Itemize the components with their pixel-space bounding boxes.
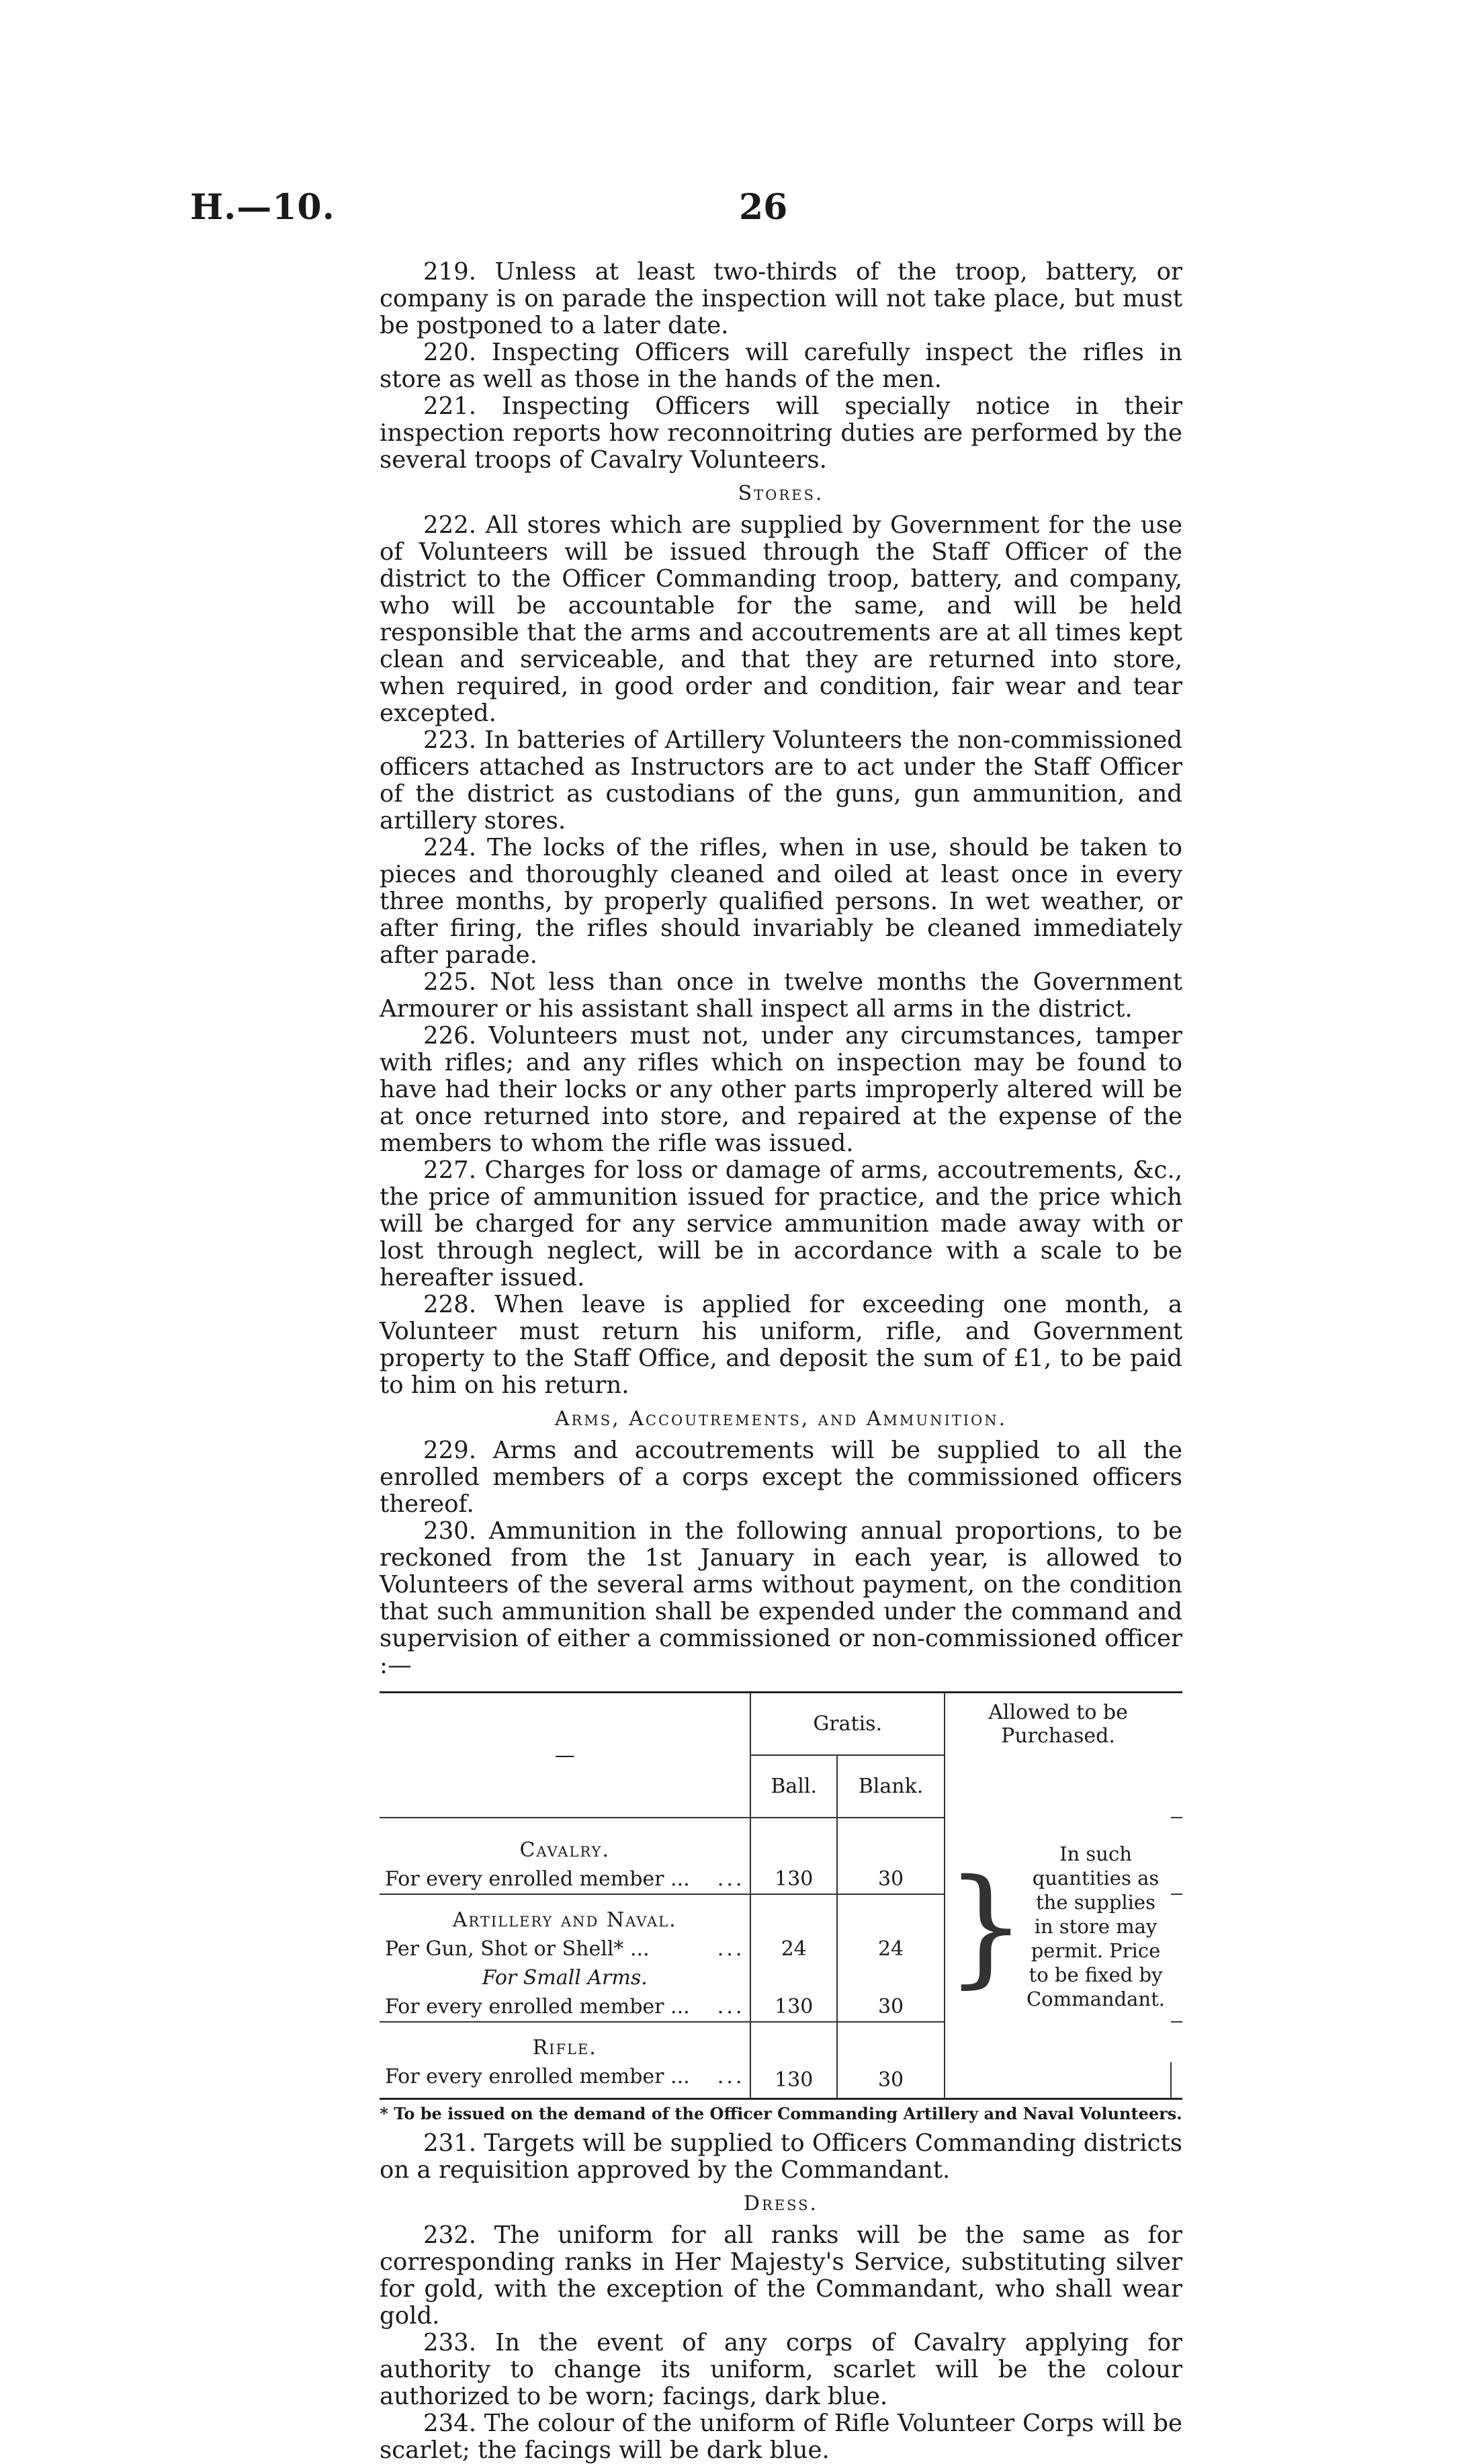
section-heading-stores: Stores. [738,482,824,505]
paragraph-234: 234. The colour of the uniform of Rifle Volunteer Corps will be scarlet; the facings will be dark blue. [380,2410,1182,2464]
paragraph-226: 226. Volunteers must not, under any circumstances, tamper with rifles; and any rifles which on inspection may be found to have had their locks or any other parts improperly altered will be at once returned into store, and repaired at the expense of the members to whom the rifle was issued. [380,1022,1182,1157]
paragraph-230: 230. Ammunition in the following annual proportions, to be reckoned from the 1st January in each year, is allowed to Volunteers of the several arms without payment, on the condition that such ammunition shall be expended under the command and supervision of either a commissioned or non-commissioned officer :— [380,1517,1182,1679]
paragraph-221: 221. Inspecting Officers will specially notice in their inspection reports how reconnoitring duties are performed by the several troops of Cavalry Volunteers. [380,392,1182,474]
cavalry-row-label: For every enrolled member ... ... [385,1867,745,1891]
header-ball: Ball. [750,1755,837,1818]
series-code: H.—10. [190,187,335,228]
paragraph-225: 225. Not less than once in twelve months the Government Armourer or his assistant shall inspect all arms in the district. [380,968,1182,1023]
row-heading-small-arms: For Small Arms. [482,1966,648,1990]
header-gratis: Gratis. [750,1693,945,1756]
table-footnote: * To be issued on the demand of the Officer Commanding Artillery and Naval Volunteers. [380,2104,1182,2123]
table-stub-dash: — [554,1743,575,1767]
section-heading-dress: Dress. [743,2192,819,2215]
section-heading-arms: Arms, Accoutrements, and Ammunition. [554,1407,1008,1431]
small-arms-ball: 130 [750,1992,837,2022]
body-column [380,259,1182,2464]
row-heading-artillery: Artillery and Naval. [452,1908,677,1932]
cavalry-ball: 130 [750,1865,837,1894]
header-blank: Blank. [837,1755,945,1818]
row-heading-rifle: Rifle. [532,2036,597,2059]
rifle-ball: 130 [750,2062,837,2099]
paragraph-228: 228. When leave is applied for exceeding one month, a Volunteer must return his uniform, rifle, and Government property to the Staff Office, and deposit the sum of £1, to be paid to him on his return. [380,1291,1182,1399]
row-heading-cavalry: Cavalry. [519,1838,610,1862]
purchase-note: In such quantities as the supplies in store may permit. Price to be fixed by Commandant. [1026,1842,1165,2010]
paragraph-224: 224. The locks of the rifles, when in use, should be taken to pieces and thoroughly cleaned and oiled at least once in every three months, by properly qualified persons. In wet weather, or after firing, the rifles should invariably be cleaned immediately after parade. [380,834,1182,969]
paragraph-229: 229. Arms and accoutrements will be supplied to all the enrolled members of a corps except the commissioned officers thereof. [380,1437,1182,1518]
paragraph-232: 232. The uniform for all ranks will be the same as for corresponding ranks in Her Majesty's Service, substituting silver for gold, with the exception of the Commandant, who shall wear gold. [380,2221,1182,2330]
artillery-blank: 24 [837,1935,945,1963]
small-arms-row-label: For every enrolled member ... ... [385,1995,745,2019]
ammunition-table [380,1691,1182,2100]
paragraph-222: 222. All stores which are supplied by Government for the use of Volunteers will be issued through the Staff Officer of the district to the Officer Commanding troop, battery, and company, who will be accountable for the same, and will be held responsible that the arms and accoutrements are at all times kept clean and serviceable, and that they are returned into store, when required, in good order and condition, fair wear and tear excepted. [380,511,1182,727]
paragraph-223: 223. In batteries of Artillery Volunteers the non-commissioned officers attached as Instructors are to act under the Staff Officer of the district as custodians of the guns, gun ammunition, and artillery stores. [380,726,1182,835]
page-number: 26 [739,187,788,228]
artillery-row-label: Per Gun, Shot or Shell* ... ... [385,1937,745,1961]
artillery-ball: 24 [750,1935,837,1963]
rifle-blank: 30 [837,2062,945,2099]
paragraph-219: 219. Unless at least two-thirds of the troop, battery, or company is on parade the inspection will not take place, but must be postponed to a later date. [380,258,1182,339]
purchase-cell [945,1755,1171,2099]
paragraph-233: 233. In the event of any corps of Cavalry applying for authority to change its uniform, scarlet will be the colour authorized to be worn; facings, dark blue. [380,2329,1182,2410]
right-brace-icon: } [945,1852,1027,2000]
cavalry-blank: 30 [837,1865,945,1894]
paragraph-227: 227. Charges for loss or damage of arms, accoutrements, &c., the price of ammunition issued for practice, and the price which will be charged for any service ammunition made away with or lost through neglect, will be in accordance with a scale to be hereafter issued. [380,1156,1182,1291]
paragraph-220: 220. Inspecting Officers will carefully inspect the rifles in store as well as those in the hands of the men. [380,339,1182,393]
small-arms-blank: 30 [837,1992,945,2022]
paragraph-231: 231. Targets will be supplied to Officers Commanding districts on a requisition approved by the Commandant. [380,2129,1182,2184]
header-allowed-purchased: Allowed to be Purchased. [945,1693,1171,1756]
rifle-row-label: For every enrolled member ... ... [385,2065,745,2088]
